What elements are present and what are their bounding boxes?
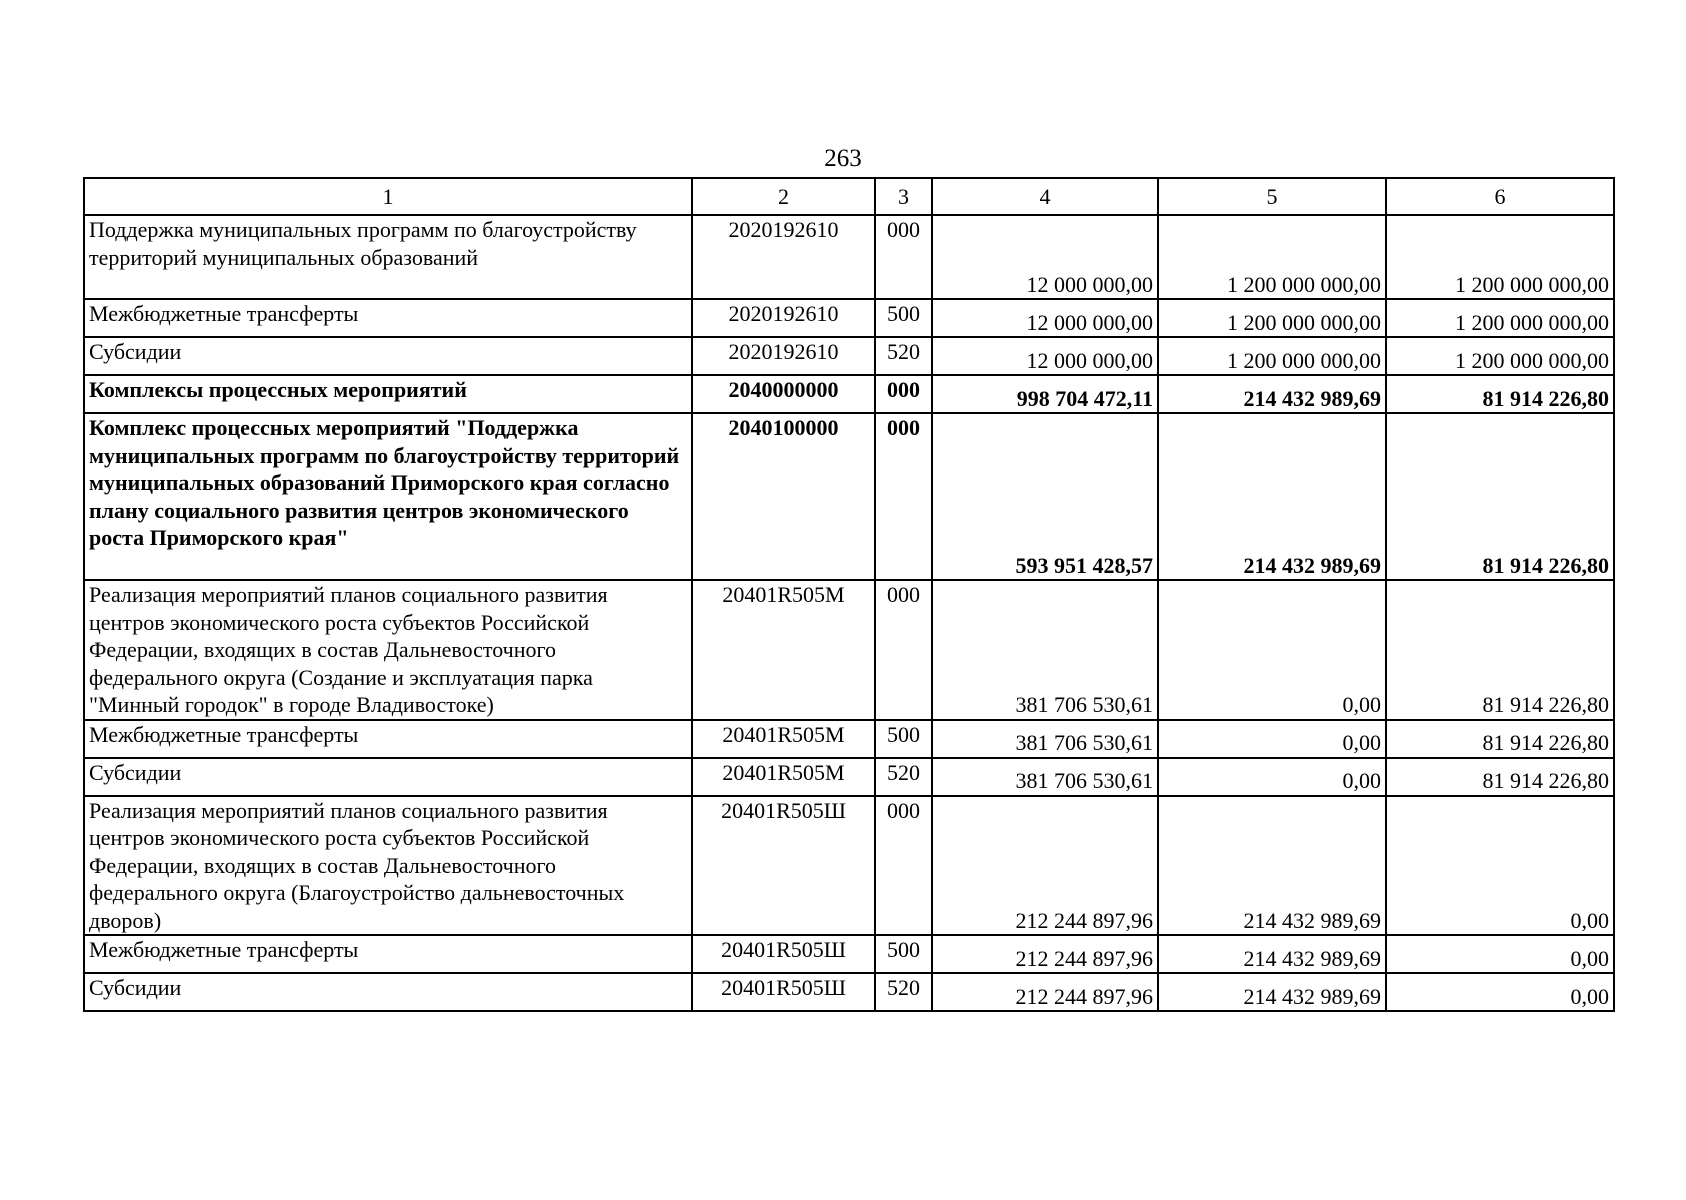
row-value-6: 1 200 000 000,00 (1386, 215, 1614, 299)
row-value-4: 593 951 428,57 (932, 413, 1158, 580)
row-code: 20401R505M (692, 758, 875, 796)
row-code: 2020192610 (692, 337, 875, 375)
row-type: 000 (875, 413, 932, 580)
row-name: Поддержка муниципальных программ по благоустройству территорий муниципальных образований (84, 215, 692, 299)
row-value-5: 1 200 000 000,00 (1158, 299, 1386, 337)
row-code: 20401R505Ш (692, 796, 875, 936)
row-value-6: 0,00 (1386, 796, 1614, 936)
row-name: Реализация мероприятий планов социального развития центров экономического роста субъектов Российской Федерации, входящих в состав Дальневосточного федерального округа (Благоустройство дальневосточных дворов) (84, 796, 692, 936)
row-type: 000 (875, 580, 932, 720)
row-value-4: 381 706 530,61 (932, 580, 1158, 720)
row-value-5: 1 200 000 000,00 (1158, 337, 1386, 375)
row-value-5: 214 432 989,69 (1158, 935, 1386, 973)
row-name: Комплекс процессных мероприятий "Поддержка муниципальных программ по благоустройству территорий муниципальных образований Приморского края согласно плану социального развития центров экономического роста Приморского края" (84, 413, 692, 580)
row-value-4: 381 706 530,61 (932, 720, 1158, 758)
row-code: 20401R505M (692, 720, 875, 758)
table-row (84, 299, 1614, 337)
table-row (84, 337, 1614, 375)
row-value-5: 214 432 989,69 (1158, 413, 1386, 580)
row-value-5: 214 432 989,69 (1158, 973, 1386, 1011)
row-value-4: 12 000 000,00 (932, 215, 1158, 299)
row-value-6: 0,00 (1386, 935, 1614, 973)
header-row (84, 178, 1614, 215)
row-value-5: 214 432 989,69 (1158, 375, 1386, 413)
row-code: 2020192610 (692, 299, 875, 337)
row-type: 000 (875, 215, 932, 299)
row-name: Субсидии (84, 337, 692, 375)
row-value-5: 0,00 (1158, 720, 1386, 758)
row-code: 2020192610 (692, 215, 875, 299)
header-cell-4: 4 (932, 178, 1158, 215)
row-value-6: 81 914 226,80 (1386, 413, 1614, 580)
row-value-6: 1 200 000 000,00 (1386, 337, 1614, 375)
row-type: 500 (875, 935, 932, 973)
row-value-4: 12 000 000,00 (932, 299, 1158, 337)
row-name: Межбюджетные трансферты (84, 299, 692, 337)
row-value-6: 1 200 000 000,00 (1386, 299, 1614, 337)
row-type: 520 (875, 337, 932, 375)
row-code: 2040000000 (692, 375, 875, 413)
row-value-6: 0,00 (1386, 973, 1614, 1011)
row-name: Субсидии (84, 758, 692, 796)
row-value-5: 1 200 000 000,00 (1158, 215, 1386, 299)
row-value-4: 998 704 472,11 (932, 375, 1158, 413)
table-row (84, 758, 1614, 796)
row-code: 2040100000 (692, 413, 875, 580)
table-row (84, 935, 1614, 973)
row-value-6: 81 914 226,80 (1386, 758, 1614, 796)
row-type: 500 (875, 720, 932, 758)
table-row (84, 720, 1614, 758)
row-name: Комплексы процессных мероприятий (84, 375, 692, 413)
row-value-5: 0,00 (1158, 758, 1386, 796)
table-body (84, 215, 1614, 1011)
row-name: Межбюджетные трансферты (84, 935, 692, 973)
row-name: Межбюджетные трансферты (84, 720, 692, 758)
row-code: 20401R505Ш (692, 935, 875, 973)
row-code: 20401R505M (692, 580, 875, 720)
table-row (84, 375, 1614, 413)
row-value-6: 81 914 226,80 (1386, 375, 1614, 413)
row-type: 500 (875, 299, 932, 337)
row-value-4: 381 706 530,61 (932, 758, 1158, 796)
header-cell-1: 1 (84, 178, 692, 215)
row-value-4: 212 244 897,96 (932, 935, 1158, 973)
row-value-4: 12 000 000,00 (932, 337, 1158, 375)
row-code: 20401R505Ш (692, 973, 875, 1011)
header-cell-6: 6 (1386, 178, 1614, 215)
table-row (84, 413, 1614, 580)
table-row (84, 973, 1614, 1011)
row-value-6: 81 914 226,80 (1386, 720, 1614, 758)
page-number: 263 (824, 145, 862, 172)
row-type: 520 (875, 973, 932, 1011)
row-type: 520 (875, 758, 932, 796)
row-name: Субсидии (84, 973, 692, 1011)
row-value-5: 214 432 989,69 (1158, 796, 1386, 936)
table-row (84, 580, 1614, 720)
table-row (84, 215, 1614, 299)
row-name: Реализация мероприятий планов социального развития центров экономического роста субъектов Российской Федерации, входящих в состав Дальневосточного федерального округа (Создание и эксплуатация парка "Минный городок" в городе Владивостоке) (84, 580, 692, 720)
row-value-5: 0,00 (1158, 580, 1386, 720)
header-cell-2: 2 (692, 178, 875, 215)
row-type: 000 (875, 796, 932, 936)
row-value-4: 212 244 897,96 (932, 973, 1158, 1011)
header-cell-5: 5 (1158, 178, 1386, 215)
header-cell-3: 3 (875, 178, 932, 215)
row-value-4: 212 244 897,96 (932, 796, 1158, 936)
row-type: 000 (875, 375, 932, 413)
table-row (84, 796, 1614, 936)
budget-table (83, 177, 1615, 1012)
row-value-6: 81 914 226,80 (1386, 580, 1614, 720)
